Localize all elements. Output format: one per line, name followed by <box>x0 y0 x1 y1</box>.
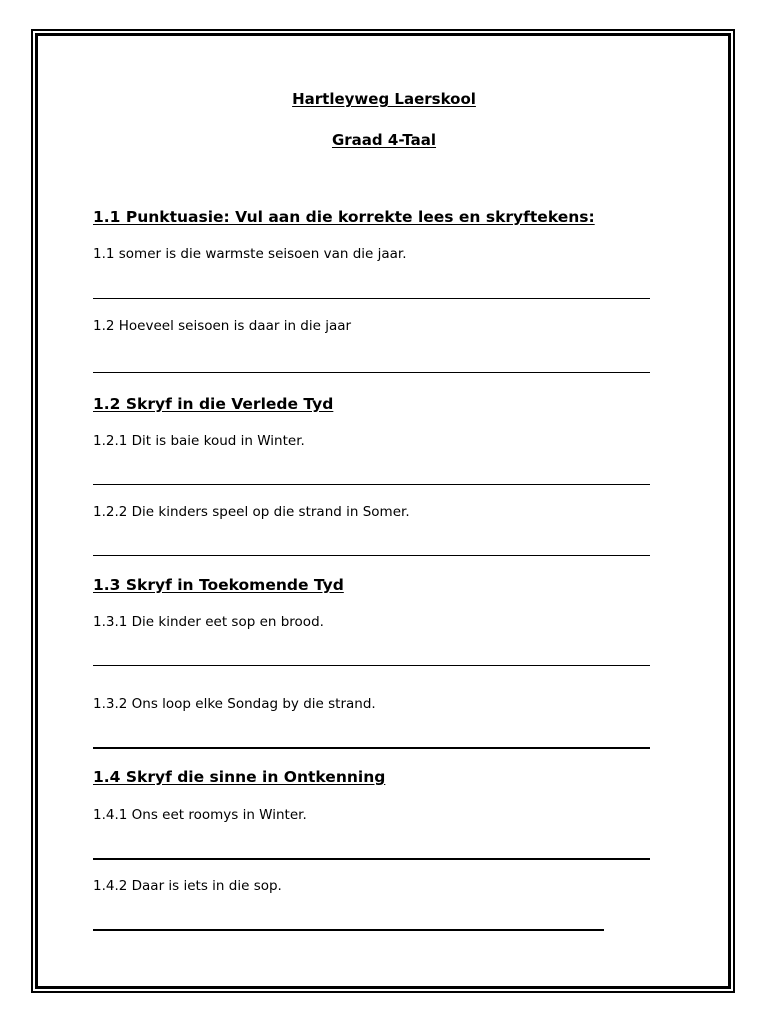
answer-line-1-3-1[interactable] <box>93 665 650 666</box>
question-1-1: 1.1 somer is die warmste seisoen van die jaar. <box>93 246 407 262</box>
section-heading-future-tense: 1.3 Skryf in Toekomende Tyd <box>93 576 344 594</box>
answer-line-1-2[interactable] <box>93 372 650 373</box>
answer-line-1-1[interactable] <box>93 298 650 299</box>
school-title: Hartleyweg Laerskool <box>292 90 476 108</box>
question-1-2-1: 1.2.1 Dit is baie koud in Winter. <box>93 433 305 449</box>
question-1-2: 1.2 Hoeveel seisoen is daar in die jaar <box>93 318 352 334</box>
answer-line-1-3-2[interactable] <box>93 747 650 749</box>
answer-line-1-4-2[interactable] <box>93 929 604 931</box>
question-1-4-2: 1.4.2 Daar is iets in die sop. <box>93 878 282 894</box>
answer-line-1-2-1[interactable] <box>93 484 650 485</box>
section-heading-punctuation: 1.1 Punktuasie: Vul aan die korrekte lees en skryftekens: <box>93 208 595 226</box>
question-1-4-1: 1.4.1 Ons eet roomys in Winter. <box>93 807 307 823</box>
question-1-3-2: 1.3.2 Ons loop elke Sondag by die strand. <box>93 696 376 712</box>
subject-title: Graad 4-Taal <box>331 131 437 149</box>
question-1-3-1: 1.3.1 Die kinder eet sop en brood. <box>93 614 324 630</box>
answer-line-1-2-2[interactable] <box>93 555 650 556</box>
question-1-2-2: 1.2.2 Die kinders speel op die strand in Somer. <box>93 504 410 520</box>
section-heading-negation: 1.4 Skryf die sinne in Ontkenning <box>93 768 386 786</box>
section-heading-past-tense: 1.2 Skryf in die Verlede Tyd <box>93 395 334 413</box>
answer-line-1-4-1[interactable] <box>93 858 650 860</box>
